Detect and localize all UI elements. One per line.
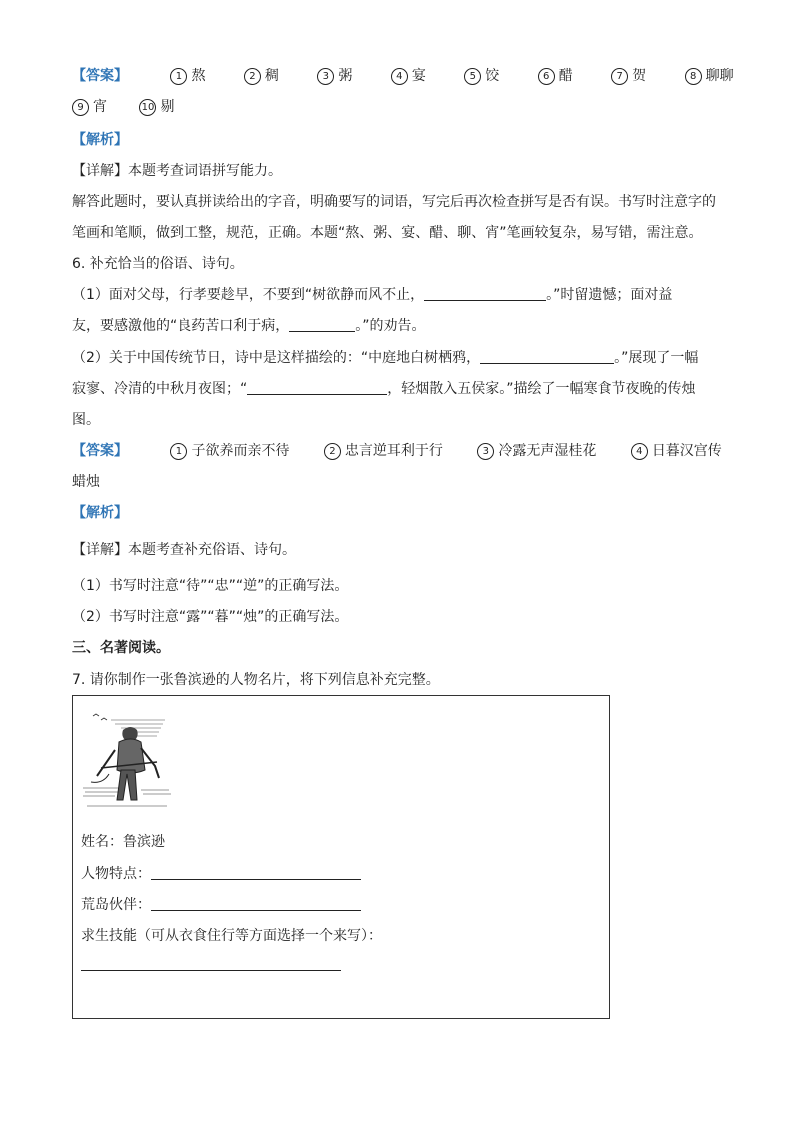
analysis-tag: 【解析】 <box>72 132 128 148</box>
answer-item: 2 稠 <box>244 66 279 86</box>
question-6-title: 6. 补充恰当的俗语、诗句。 <box>72 256 244 272</box>
detail-line: 【详解】本题考查词语拼写能力。 <box>72 163 282 179</box>
answer-tag: 【答案】 <box>72 68 128 84</box>
question-7-title: 7. 请你制作一张鲁滨逊的人物名片，将下列信息补充完整。 <box>72 672 440 688</box>
card-partner: 荒岛伙伴： <box>81 895 361 915</box>
character-card <box>72 695 610 1019</box>
answer-item: 5 饺 <box>464 66 499 86</box>
detail-line: 【详解】本题考查补充俗语、诗句。 <box>72 542 296 558</box>
card-traits: 人物特点： <box>81 864 361 884</box>
answer-tag: 【答案】 <box>72 443 128 459</box>
fill-blank <box>151 865 361 880</box>
analysis-tag: 【解析】 <box>72 505 128 521</box>
card-skills-blank <box>81 955 341 975</box>
analysis-line: 笔画和笔顺，做到工整，规范，正确。本题“熬、粥、宴、醋、聊、宵”笔画较复杂，易写错，需注意。 <box>72 225 703 241</box>
fill-blank <box>247 380 387 395</box>
fill-blank <box>424 286 546 301</box>
question-6-part2-end: 图。 <box>72 412 100 428</box>
question-6-part1: （1）面对父母，行孝要趁早，不要到“树欲静而风不止， 。”时留遗憾；面对益 <box>72 287 673 303</box>
fill-blank <box>289 317 355 332</box>
question-6-part2-cont: 寂寥、冷清的中秋月夜图；“ ，轻烟散入五侯家。”描绘了一幅寒食节夜晚的传烛 <box>72 381 696 397</box>
q6-answer-row <box>72 441 722 461</box>
answer-item: 2 忠言逆耳利于行 <box>324 441 443 461</box>
answer-item: 1 熬 <box>170 66 205 86</box>
analysis-line: 解答此题时，要认真拼读给出的字音，明确要写的词语，写完后再次检查拼写是否有误。书写时注意字的 <box>72 194 716 210</box>
section-title: 三、名著阅读。 <box>72 640 170 656</box>
fill-blank <box>480 349 614 364</box>
answer-item: 8 聊聊 <box>685 66 734 86</box>
note-line: （1）书写时注意“待”“忠”“逆”的正确写法。 <box>72 578 349 594</box>
answer-item: 4 宴 <box>391 66 426 86</box>
fill-blank <box>81 956 341 971</box>
q5-answer-row-2 <box>72 97 174 117</box>
fill-blank <box>151 896 361 911</box>
note-line: （2）书写时注意“露”“暮”“烛”的正确写法。 <box>72 609 349 625</box>
answer-wrap: 蜡烛 <box>72 474 100 490</box>
card-name: 姓名：鲁滨逊 <box>81 834 165 850</box>
robinson-crusoe-illustration <box>81 710 173 820</box>
answer-item: 4 日暮汉宫传 <box>631 441 722 461</box>
question-6-part2: （2）关于中国传统节日，诗中是这样描绘的：“中庭地白树栖鸦， 。”展现了一幅 <box>72 350 699 366</box>
answer-item: 10 剔 <box>139 97 174 117</box>
q5-answer-row <box>72 66 734 86</box>
card-skills: 求生技能（可从衣食住行等方面选择一个来写）： <box>81 928 382 944</box>
answer-item: 1 子欲养而亲不待 <box>170 441 289 461</box>
answer-item: 3 冷露无声湿桂花 <box>477 441 596 461</box>
answer-item: 3 粥 <box>317 66 352 86</box>
question-6-part1-cont: 友，要感激他的“良药苦口利于病， 。”的劝告。 <box>72 318 426 334</box>
answer-item: 9 宵 <box>72 97 107 117</box>
answer-item: 7 贺 <box>611 66 646 86</box>
answer-item: 6 醋 <box>538 66 573 86</box>
